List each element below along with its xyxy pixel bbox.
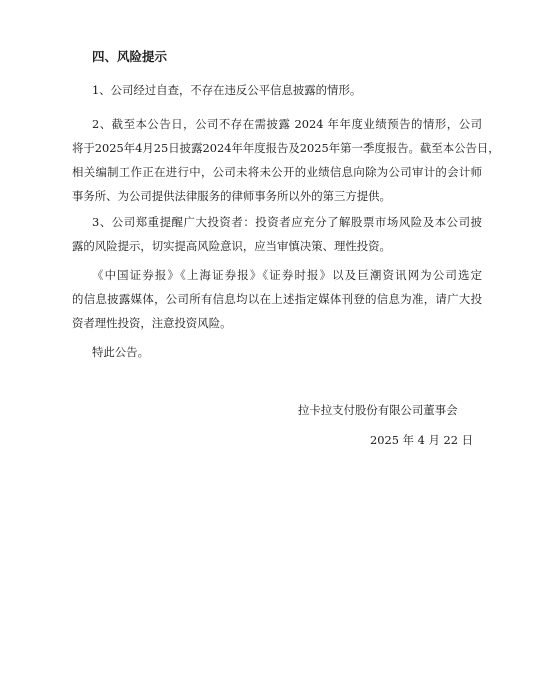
paragraph-line: 相关编制工作正在进行中，公司未将未公开的业绩信息向除为公司审计的会计师	[72, 165, 482, 179]
paragraph-3	[72, 210, 482, 258]
signature-company: 拉卡拉支付股份有限公司董事会	[298, 403, 458, 417]
paragraph-line: 1、公司经过自查，不存在违反公平信息披露的情形。	[92, 83, 362, 97]
paragraph-line: 露的风险提示，切实提高风险意识，应当审慎决策、理性投资。	[72, 239, 391, 253]
paragraph-line: 资者理性投资，注意投资风险。	[72, 316, 232, 330]
paragraph-1	[72, 78, 482, 102]
paragraph-line: 的信息披露媒体，公司所有信息均以在上述指定媒体刊登的信息为准，请广大投	[72, 292, 482, 306]
paragraph-line: 事务所、为公司提供法律服务的律师事务所以外的第三方提供。	[72, 189, 391, 203]
paragraph-2	[72, 112, 500, 208]
section-heading: 四、风险提示	[92, 49, 168, 64]
paragraph-5	[72, 340, 482, 364]
paragraph-line: 3、公司郑重提醒广大投资者：投资者应充分了解股票市场风险及本公司披	[92, 215, 482, 229]
paragraph-line: 2、截至本公告日，公司不存在需披露 2024 年年度业绩预告的情形，公司	[92, 117, 482, 131]
signature-date: 2025 年 4 月 22 日	[370, 433, 474, 447]
paragraph-line: 特此公告。	[92, 345, 149, 359]
paragraph-line: 《中国证券报》《上海证券报》《证券时报》以及巨潮资讯网为公司选定	[92, 268, 482, 282]
paragraph-4	[72, 263, 482, 335]
paragraph-line: 将于2025年4月25日披露2024年年度报告及2025年第一季度报告。截至本公告日，	[72, 141, 500, 155]
